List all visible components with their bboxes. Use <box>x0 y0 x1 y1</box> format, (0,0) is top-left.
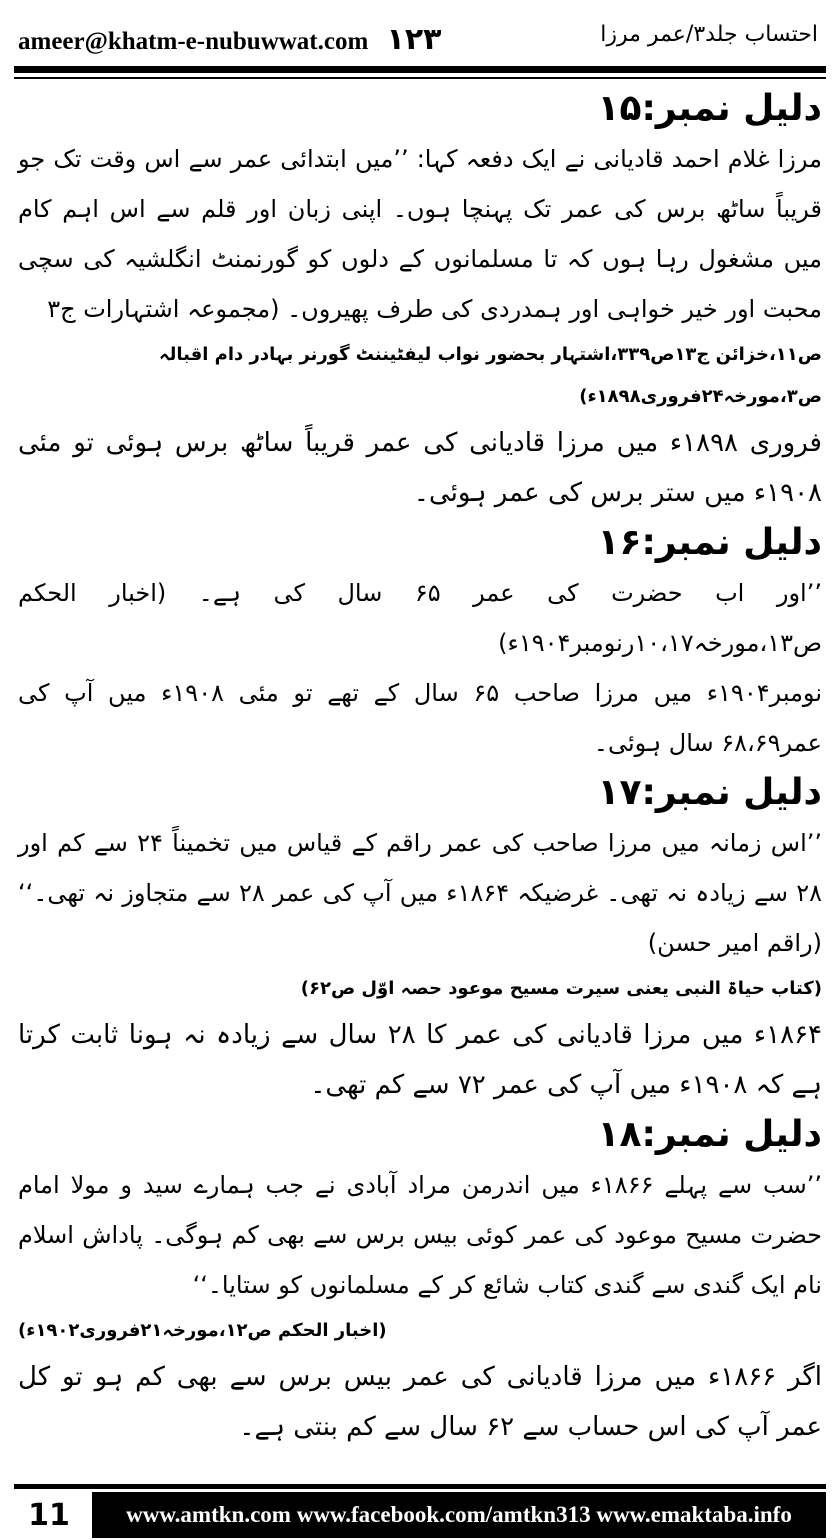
commentary-17: ۱۸۶۴ء میں مرزا قادیانی کی عمر کا ۲۸ سال سے زیادہ نہ ہونا ثابت کرتا ہے کہ ۱۹۰۸ء میں آپ کی عمر ۷۲ سے کم تھی۔ <box>18 1020 822 1100</box>
section-heading-15: دلیل نمبر:۱۵ <box>597 88 822 129</box>
commentary-16: نومبر۱۹۰۴ء میں مرزا صاحب ۶۵ سال کے تھے تو مئی ۱۹۰۸ء میں آپ کی عمر۶۸،۶۹ سال ہوئی۔ <box>18 679 823 757</box>
header-book-title: احتساب جلد۳/عمر مرزا <box>600 22 818 47</box>
header-email: ameer@khatm-e-nubuwwat.com <box>18 28 369 55</box>
quote-16: ’’اور اب حضرت کی عمر ۶۵ سال کی ہے۔ (اخبار الحکم ص۱۳،مورخہ۱۰،۱۷رنومبر۱۹۰۴ء) <box>18 579 822 657</box>
footer-links: www.amtkn.com www.facebook.com/amtkn313 www.emaktaba.info <box>92 1492 826 1538</box>
reference-17: (کتاب حیاۃ النبی یعنی سیرت مسیح موعود حصہ اوّل ص۶۲) <box>300 978 822 999</box>
section-heading-18: دلیل نمبر:۱۸ <box>597 1114 822 1155</box>
header-rule-thin <box>14 77 826 79</box>
header-left <box>18 22 441 57</box>
commentary-15: فروری ۱۸۹۸ء میں مرزا قادیانی کی عمر قریباً ساٹھ برس ہوئی تو مئی ۱۹۰۸ء میں ستر برس کی عمر ہوئی۔ <box>18 428 822 508</box>
page-header <box>0 0 840 80</box>
page-content <box>18 84 822 1452</box>
section-heading-16: دلیل نمبر:۱۶ <box>597 522 822 563</box>
page-footer <box>0 1484 840 1540</box>
footer-rule <box>14 1484 826 1489</box>
footer-page-code: 11 <box>28 1497 70 1533</box>
commentary-18: اگر ۱۸۶۶ء میں مرزا قادیانی کی عمر بیس برس سے بھی کم ہو تو کل عمر آپ کی اس حساب سے ۶۲ سال سے کم بنتی ہے۔ <box>18 1362 822 1442</box>
section-heading-17: دلیل نمبر:۱۷ <box>597 772 822 813</box>
quote-15: مرزا غلام احمد قادیانی نے ایک دفعہ کہا: ’’میں ابتدائی عمر سے اس وقت تک جو قریباً ساٹھ برس کی عمر تک پہنچا ہوں۔ اپنی زبان اور قلم سے اس اہم کام میں مشغول رہا ہوں کہ تا مسلمانوں کے دلوں کو گورنمنٹ انگلشیہ کی سچی محبت اور خیر خواہی اور ہمدردی کی طرف پھیروں۔ (مجموعہ اشتہارات ج۳ <box>18 145 822 323</box>
header-page-number: ۱۲۳ <box>386 22 442 57</box>
reference-15: ص۱۱،خزائن ج۱۳ص۳۳۹،اشتہار بحضور نواب لیفٹیننٹ گورنر بہادر دام اقبالہ ص۳،مورخہ۲۴فروری۱۸۹۸ء) <box>159 344 822 407</box>
reference-18: (اخبار الحکم ص۱۲،مورخہ۲۱فروری۱۹۰۲ء) <box>18 1320 387 1341</box>
header-rule-thick <box>14 66 826 73</box>
quote-17: ’’اس زمانہ میں مرزا صاحب کی عمر راقم کے قیاس میں تخمیناً ۲۴ سے کم اور ۲۸ سے زیادہ نہ تھی۔ غرضیکہ ۱۸۶۴ء میں آپ کی عمر ۲۸ سے متجاوز نہ تھی۔‘‘ (راقم امیر حسن) <box>18 829 822 957</box>
quote-18: ’’سب سے پہلے ۱۸۶۶ء میں اندرمن مراد آبادی نے جب ہمارے سید و مولا امام حضرت مسیح موعود کی عمر کوئی بیس برس سے بھی کم ہوگی۔ پاداش اسلام نام ایک گندی سے گندی کتاب شائع کر کے مسلمانوں کو ستایا۔‘‘ <box>18 1171 822 1299</box>
